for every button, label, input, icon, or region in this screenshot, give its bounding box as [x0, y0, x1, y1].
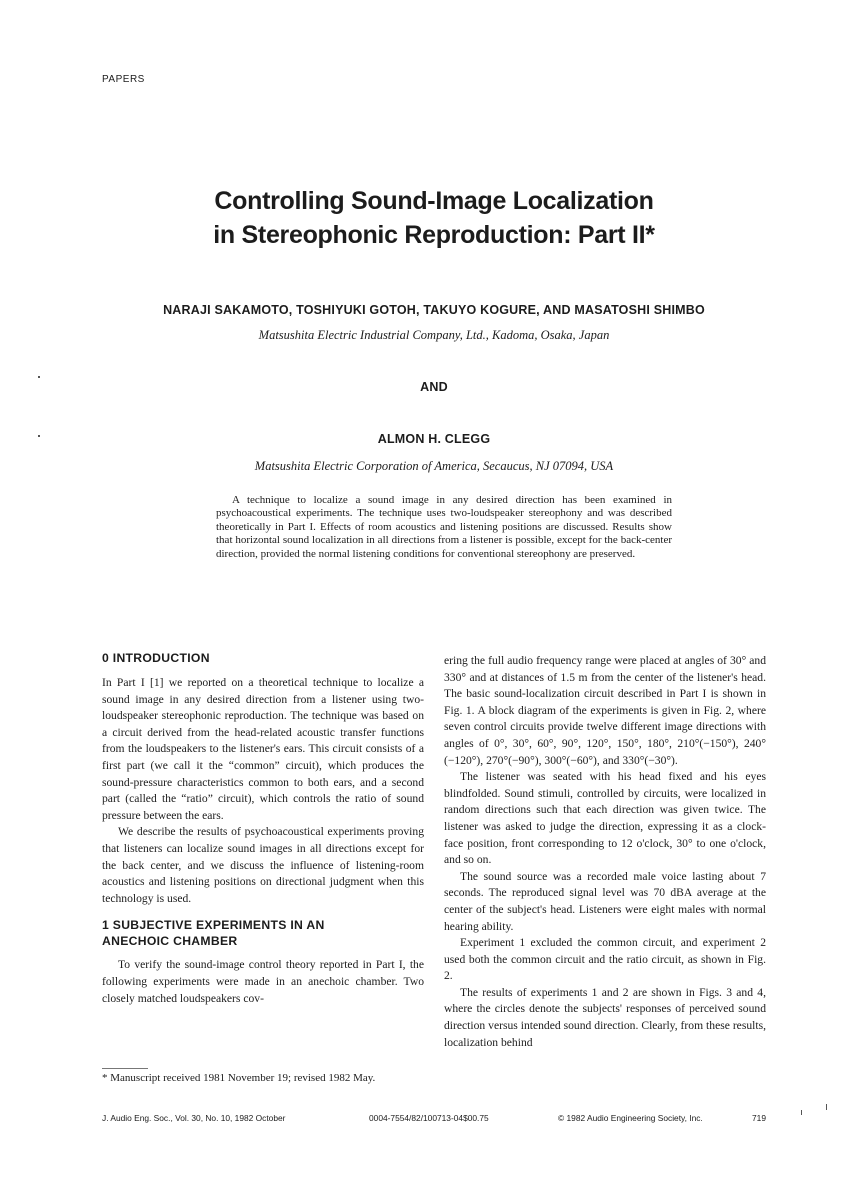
scan-speck [801, 1110, 802, 1115]
abstract: A technique to localize a sound image in any desired direction has been examined in psychoacoustical experiments. The technique uses two-loudspeaker stereophony and was described theoretically in Part I. Effects of room acoustics and listening positions are discussed. Results show that horizontal sound localization in all directions from a listener is possible, except for the back-center direction, provided the normal listening conditions for conventional stereophony are preserved. [216, 494, 672, 560]
right-column [444, 653, 766, 1051]
paper-title [0, 184, 868, 252]
section-1-paragraph-1: To verify the sound-image control theory reported in Part I, the following experiments were made in an anechoic chamber. Two closely matched loudspeakers cov- [102, 958, 424, 1005]
affiliation-1: Matsushita Electric Industrial Company, Ltd., Kadoma, Osaka, Japan [258, 328, 610, 342]
and-separator: AND [420, 380, 448, 394]
footer-page-number: 719 [752, 1113, 766, 1123]
scan-speck [826, 1104, 827, 1110]
footer-copyright: © 1982 Audio Engineering Society, Inc. [558, 1113, 703, 1123]
section-1-heading [102, 917, 424, 949]
scan-speck [38, 376, 40, 378]
title-line-2: in Stereophonic Reproduction: Part II* [213, 221, 655, 249]
footer-citation: J. Audio Eng. Soc., Vol. 30, No. 10, 1982 October [102, 1113, 286, 1123]
footnote-rule [102, 1068, 148, 1069]
section-label: PAPERS [102, 74, 145, 85]
introduction-heading: 0 INTRODUCTION [102, 651, 210, 665]
scan-speck [38, 435, 40, 437]
right-paragraph-2: The listener was seated with his head fixed and his eyes blindfolded. Sound stimuli, controlled by circuits, were localized in random directions such that each direction was given twice. The listener was asked to judge the direction, expressing it as a clock-face position, front corresponding to 12 o'clock, 30° to one o'clock, and so on. [444, 770, 766, 867]
intro-paragraph-2: We describe the results of psychoacoustical experiments proving that listeners can localize sound images in all directions except for the back center, and we discuss the influence of listening-room acoustics and listening positions on directional judgment when this technology is used. [102, 825, 424, 905]
right-paragraph-3: The sound source was a recorded male voice lasting about 7 seconds. The reproduced signal level was 70 dBA average at the center of the subject's head. Listeners were eight males with normal hearing ability. [444, 869, 766, 933]
right-paragraph-5: The results of experiments 1 and 2 are shown in Figs. 3 and 4, where the circles denote the subjects' responses of perceived sound direction versus intended sound direction. Clearly, from these results, localization behind [444, 985, 766, 1049]
right-paragraph-4: Experiment 1 excluded the common circuit, and experiment 2 used both the common circuit and the ratio circuit, as shown in Fig. 2. [444, 936, 766, 983]
section-1-heading-line-2: ANECHOIC CHAMBER [102, 934, 238, 949]
footer-code: 0004-7554/82/100713-04$00.75 [369, 1113, 489, 1123]
left-column [102, 650, 424, 1007]
right-paragraph-1: ering the full audio frequency range were placed at angles of 30° and 330° and at distances of 1.5 m from the center of the listener's head. The basic sound-localization circuit described in Part I is shown in Fig. 1. A block diagram of the experiments is given in Fig. 2, where seven control circuits provide twelve different image directions with angles of 0°, 30°, 60°, 90°, 120°, 150°, 180°, 210°(−150°), 240°(−120°), 270°(−90°), 300°(−60°), and 330°(−30°). [444, 654, 766, 767]
footnote: * Manuscript received 1981 November 19; revised 1982 May. [102, 1072, 376, 1084]
intro-paragraph-1: In Part I [1] we reported on a theoretical technique to localize a sound image in any desired direction from a listener using two-loudspeaker stereophonic reproduction. The technique was based on a circuit derived from the head-related acoustic transfer functions from the loudspeakers to the listener's ears. This circuit consists of a first part (we call it the “common” circuit), which produces the sound-pressure characteristics common to both ears, and a second part (called the “ratio” circuit), which controls the ratio of sound pressure between the ears. [102, 676, 424, 822]
authors-group-1: NARAJI SAKAMOTO, TOSHIYUKI GOTOH, TAKUYO KOGURE, AND MASATOSHI SHIMBO [163, 303, 705, 317]
section-1-heading-line-1: 1 SUBJECTIVE EXPERIMENTS IN AN [102, 918, 325, 933]
affiliation-2: Matsushita Electric Corporation of America, Secaucus, NJ 07094, USA [254, 459, 614, 473]
authors-group-2: ALMON H. CLEGG [377, 432, 491, 446]
title-line-1: Controlling Sound-Image Localization [214, 187, 654, 215]
